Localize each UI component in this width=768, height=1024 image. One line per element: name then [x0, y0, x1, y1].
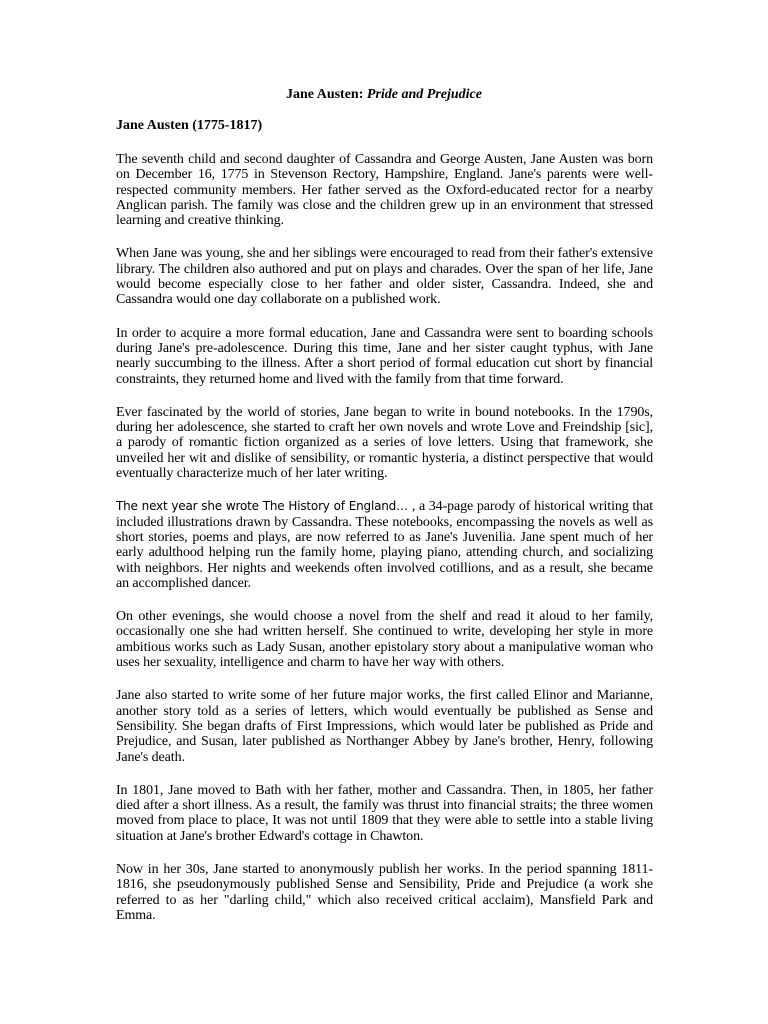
title-work: Pride and Prejudice: [366, 87, 482, 102]
paragraph-2: When Jane was young, she and her siblings were encouraged to read from their father's extensive library. The children also authored and put on plays and charades. Over the span of her life, Jane would become especially close to her father and older sister, Cassandra. Indeed, she and Cassandra would one day collaborate on a published work.: [116, 246, 653, 308]
paragraph-5-lead: The next year she wrote The History of England…: [116, 499, 412, 514]
paragraph-3: In order to acquire a more formal education, Jane and Cassandra were sent to boarding schools during Jane's pre-adolescence. During this time, Jane and her sister caught typhus, with Jane nearly succumbing to the illness. After a short period of formal education cut short by financial constraints, they returned home and lived with the family from that time forward.: [116, 325, 653, 387]
document-body: [116, 116, 653, 941]
paragraph-7: Jane also started to write some of her future major works, the first called Elinor and Marianne, another story told as a series of letters, which would eventually be published as Sense and Sensibility. She began drafts of First Impressions, which would later be published as Pride and Prejudice, and Susan, later published as Northanger Abbey by Jane's brother, Henry, following Jane's death.: [116, 688, 653, 765]
document-title: [0, 85, 768, 105]
paragraph-9: Now in her 30s, Jane started to anonymously publish her works. In the period spanning 1811-1816, she pseudonymously published Sense and Sensibility, Pride and Prejudice (a work she referred to as her "darling child," which also received critical acclaim), Mansfield Park and Emma.: [116, 861, 653, 923]
paragraph-4: Ever fascinated by the world of stories, Jane began to write in bound notebooks. In the 1790s, during her adolescence, she started to craft her own novels and wrote Love and Freindship [sic], a parody of romantic fiction organized as a series of love letters. Using that framework, she unveiled her wit and dislike of sensibility, or romantic hysteria, a distinct perspective that would eventually characterize much of her later writing.: [116, 404, 653, 482]
title-author: Jane Austen:: [285, 87, 367, 102]
paragraph-5: [116, 499, 653, 591]
paragraph-8: In 1801, Jane moved to Bath with her father, mother and Cassandra. Then, in 1805, her father died after a short illness. As a result, the family was thrust into financial straits; the three women moved from place to place, It was not until 1809 that they were able to settle into a stable living situation at Jane's brother Edward's cottage in Chawton.: [116, 782, 653, 844]
paragraph-6: On other evenings, she would choose a novel from the shelf and read it aloud to her family, occasionally one she had written herself. She continued to write, developing her style in more ambitious works such as Lady Susan, another epistolary story about a manipulative woman who uses her sexuality, intelligence and charm to have her way with others.: [116, 609, 653, 671]
section-heading: Jane Austen (1775-1817): [116, 118, 263, 133]
paragraph-5-rest: , a 34-page parody of historical writing that included illustrations drawn by Cassandra. These notebooks, encompassing the novels as well as short stories, poems and plays, are now referred to as Jane's Juvenilia. Jane spent much of her early adulthood helping run the family home, playing piano, attending church, and socializing with neighbors. Her nights and weekends often involved cotillions, and as a result, she became an accomplished dancer.: [116, 499, 653, 591]
paragraph-1: The seventh child and second daughter of Cassandra and George Austen, Jane Austen was born on December 16, 1775 in Stevenson Rectory, Hampshire, England. Jane's parents were well-respected community members. Her father served as the Oxford-educated rector for a nearby Anglican parish. The family was close and the children grew up in an environment that stressed learning and creative thinking.: [116, 152, 653, 229]
